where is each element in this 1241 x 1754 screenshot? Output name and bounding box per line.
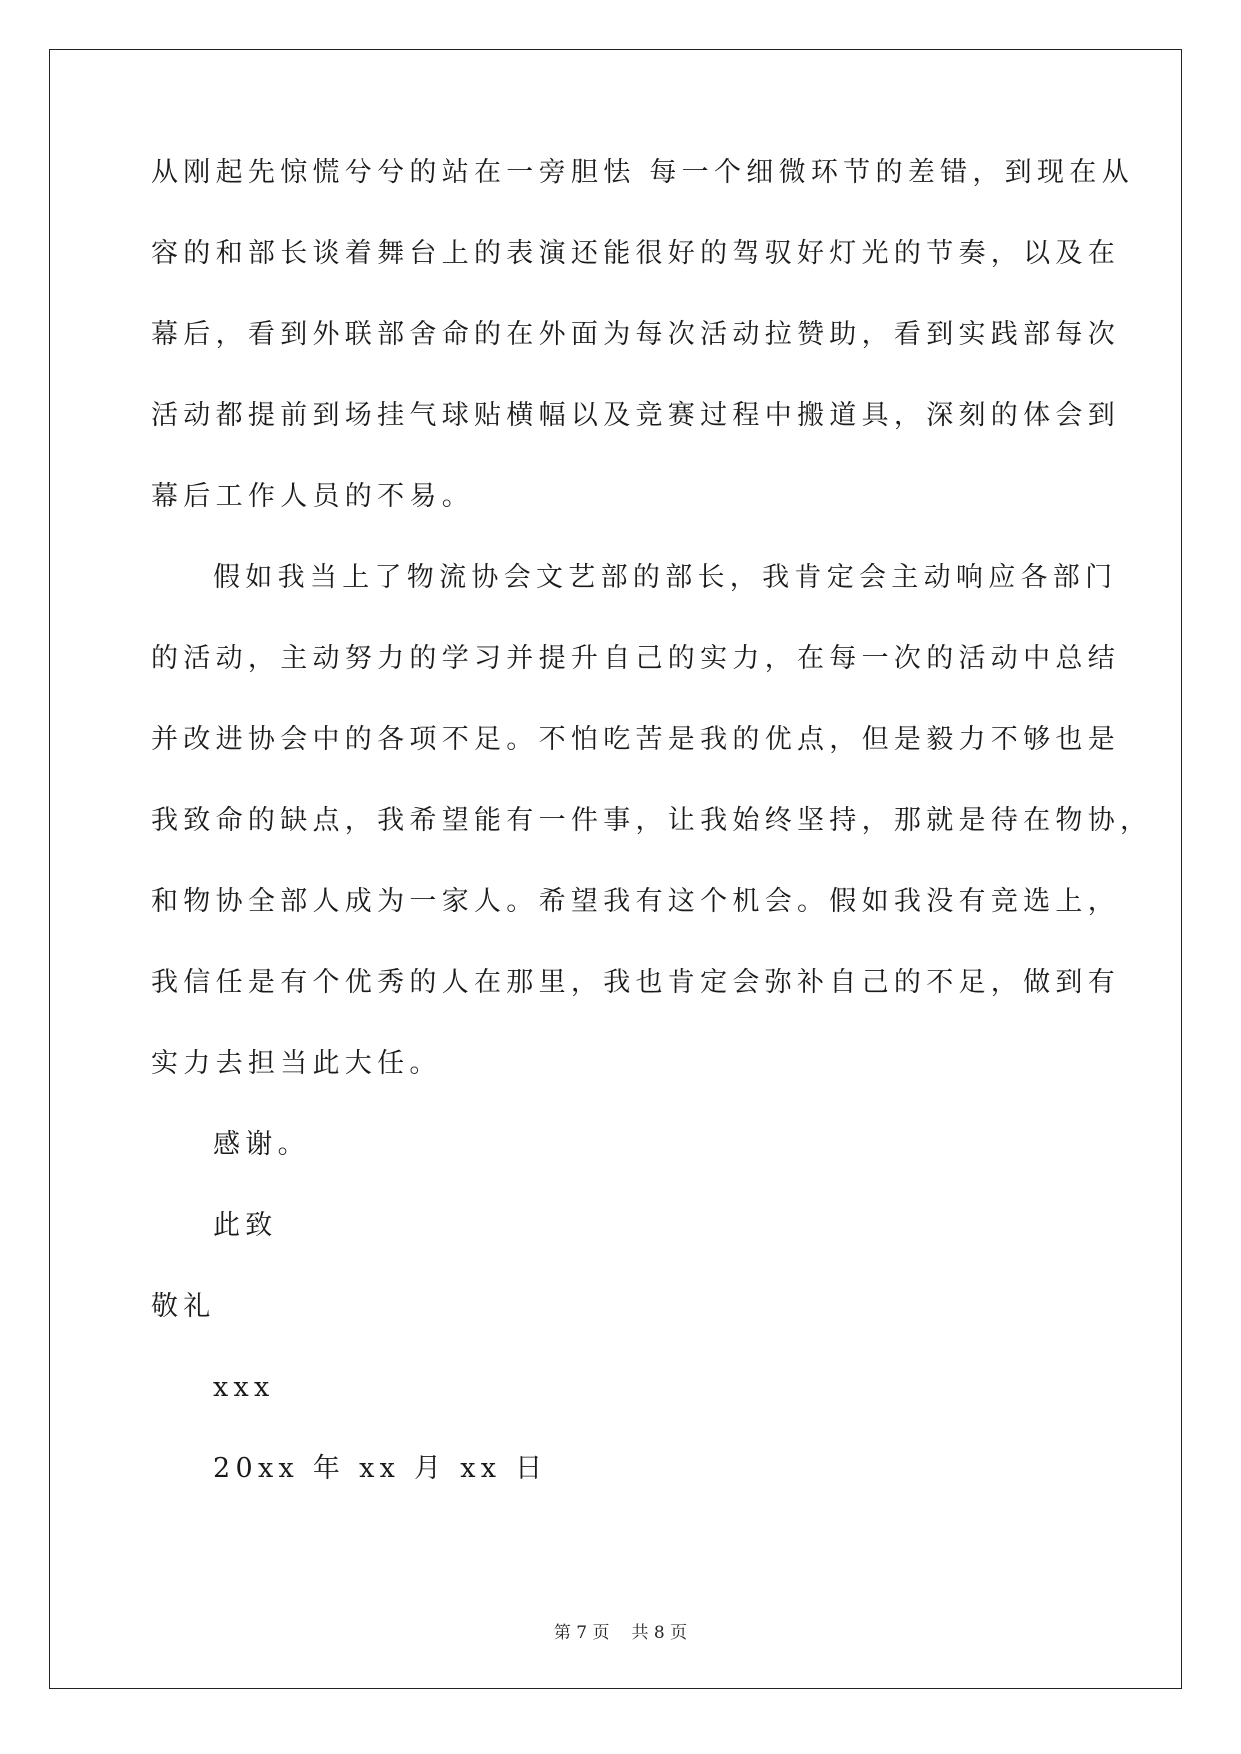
letter-body <box>151 157 1153 1535</box>
total-page-count: 共 8 页 <box>631 1623 688 1643</box>
body-line: 幕后，看到外联部舍命的在外面为每次活动拉赞助，看到实践部每次 <box>151 319 1120 350</box>
body-line: 我致命的缺点，我希望能有一件事，让我始终坚持，那就是待在物协， <box>151 805 1153 836</box>
closing-line: 此致 <box>213 1210 278 1241</box>
current-page-number: 第 7 页 <box>553 1623 610 1643</box>
body-line: 幕后工作人员的不易。 <box>151 481 474 512</box>
signature-date: 20xx 年 xx 月 xx 日 <box>213 1453 548 1484</box>
body-line: 并改进协会中的各项不足。不怕吃苦是我的优点，但是毅力不够也是 <box>151 724 1120 755</box>
body-line: 我信任是有个优秀的人在那里，我也肯定会弥补自己的不足，做到有 <box>151 967 1120 998</box>
body-line: 的活动，主动努力的学习并提升自己的实力，在每一次的活动中总结 <box>151 643 1120 674</box>
salutation-line: 敬礼 <box>151 1291 216 1322</box>
body-line: 活动都提前到场挂气球贴横幅以及竞赛过程中搬道具，深刻的体会到 <box>151 400 1120 431</box>
signature-name: xxx <box>213 1372 275 1403</box>
body-line: 实力去担当此大任。 <box>151 1048 442 1079</box>
thanks-line: 感谢。 <box>213 1129 310 1160</box>
page-footer <box>0 1618 1241 1643</box>
body-line: 容的和部长谈着舞台上的表演还能很好的驾驭好灯光的节奏，以及在 <box>151 238 1120 269</box>
body-line: 从刚起先惊慌兮兮的站在一旁胆怯 每一个细微环节的差错，到现在从 <box>151 157 1134 188</box>
body-line: 和物协全部人成为一家人。希望我有这个机会。假如我没有竞选上， <box>151 886 1120 917</box>
body-line: 假如我当上了物流协会文艺部的部长，我肯定会主动响应各部门 <box>213 562 1118 593</box>
